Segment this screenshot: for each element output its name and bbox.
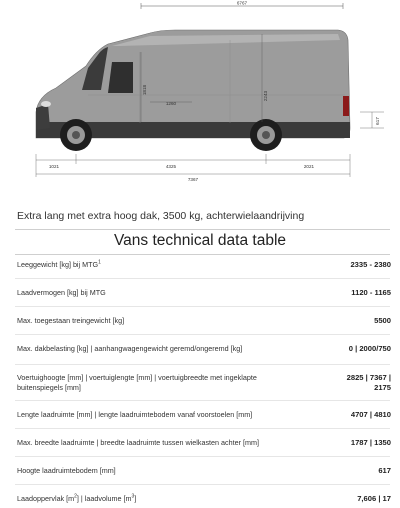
row-label: Max. toegestaan treingewicht [kg]: [17, 316, 125, 325]
dim-interior-height: 1818: [142, 84, 147, 96]
dim-height-total: 2243: [263, 90, 268, 102]
row-value: 2825 | 7367 | 2175: [346, 373, 391, 392]
row-label: Leeggewicht [kg] bij MTG$^1$: [17, 259, 101, 269]
row-value: 5500: [374, 316, 391, 325]
row-label: Hoogte laadruimtebodem [mm]: [17, 466, 116, 475]
table-title: Vans technical data table: [113, 232, 287, 249]
row-label: Max. dakbelasting [kg] | aanhangwagengewicht geremd/ongeremd [kg]: [17, 344, 243, 353]
row-label: Laadvermogen [kg] bij MTG: [17, 288, 106, 297]
dim-overall-width: 6767: [236, 0, 248, 6]
row-value: 2335 - 2380: [350, 260, 391, 269]
row-label: Max. breedte laadruimte | breedte laadruimte tussen wielkasten achter [mm]: [17, 438, 259, 447]
row-value: 4707 | 4810: [350, 410, 391, 419]
row-value: 1787 | 1350: [350, 438, 391, 447]
row-value: 617: [378, 466, 391, 475]
dim-wheelbase: 4325: [165, 164, 177, 169]
dim-front-overhang: 1021: [48, 164, 60, 169]
top-divider: [15, 229, 390, 230]
tail-light: [343, 96, 349, 116]
dim-door-width: 1260: [165, 101, 177, 106]
dim-total-length: 7367: [187, 177, 199, 182]
dim-rear-overhang: 2021: [303, 164, 315, 169]
row-value: 7,606 | 17: [357, 494, 391, 503]
front-grille: [36, 104, 50, 130]
row-label: Voertuighoogte [mm] | voertuiglengte [mm] | voertuigbreedte met ingeklapte buitenspiegels [mm]: [17, 373, 257, 392]
row-value: 1120 - 1165: [351, 288, 391, 297]
row-label: Laadoppervlak $[m^2]$ | laadvolume $[m^3]$: [17, 493, 137, 503]
side-window: [108, 62, 133, 93]
variant-caption: Extra lang met extra hoog dak, 3500 kg, achterwielaandrijving: [17, 210, 305, 222]
title-divider: [15, 254, 390, 255]
van-dimension-diagram: [0, 0, 400, 185]
row-value: 0 | 2000/750: [348, 344, 391, 353]
headlight: [41, 101, 51, 107]
dim-ground: 617: [375, 117, 380, 125]
row-label: Lengte laadruimte [mm] | lengte laadruimtebodem vanaf voorstoelen [mm]: [17, 410, 253, 419]
